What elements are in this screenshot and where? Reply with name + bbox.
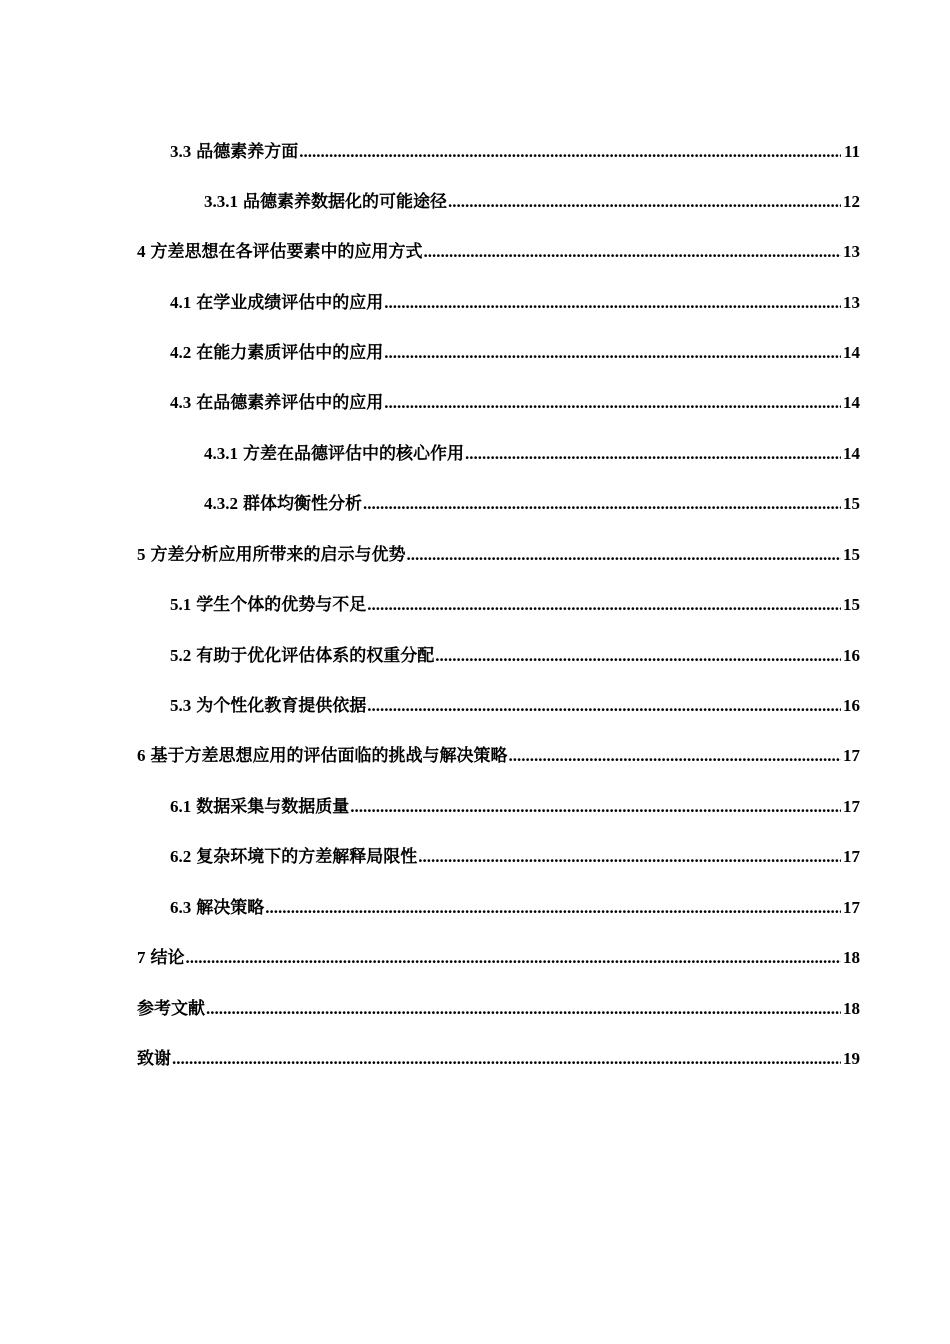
toc-entry-page: 16 <box>843 646 860 665</box>
toc-entry[interactable] <box>204 440 860 466</box>
toc-entry-page: 11 <box>843 142 860 161</box>
toc-dot-leader <box>407 543 842 567</box>
toc-entry-title: 学生个体的优势与不足 <box>196 595 367 614</box>
toc-dot-leader <box>172 1047 841 1071</box>
toc-entry[interactable] <box>137 541 860 567</box>
toc-entry-number: 4 <box>137 242 146 261</box>
toc-entry-page: 17 <box>843 797 860 816</box>
toc-entry-number: 5.1 <box>170 595 192 614</box>
toc-dot-leader <box>186 946 842 970</box>
toc-entry-number: 5.3 <box>170 696 192 715</box>
toc-entry-number: 4.2 <box>170 343 192 362</box>
toc-entry-page: 16 <box>843 696 860 715</box>
toc-entry-page: 15 <box>843 545 860 564</box>
toc-entry-title: 参考文献 <box>137 999 205 1018</box>
toc-entry-page: 17 <box>843 847 860 866</box>
toc-dot-leader <box>435 644 841 668</box>
toc-dot-leader <box>384 291 841 315</box>
toc-dot-leader <box>367 593 841 617</box>
toc-entry-number: 3.3 <box>170 142 192 161</box>
toc-entry-title: 群体均衡性分析 <box>243 494 362 513</box>
toc-entry-title: 方差思想在各评估要素中的应用方式 <box>150 242 423 261</box>
toc-entry[interactable] <box>137 1045 860 1071</box>
toc-entry-title: 品德素养方面 <box>196 142 299 161</box>
toc-entry-title: 为个性化教育提供依据 <box>196 696 367 715</box>
toc-entry-title: 方差在品德评估中的核心作用 <box>243 444 464 463</box>
toc-entry[interactable] <box>170 138 860 164</box>
toc-dot-leader <box>350 795 841 819</box>
toc-dot-leader <box>509 744 842 768</box>
toc-entry[interactable] <box>170 843 860 869</box>
toc-entry-title: 结论 <box>150 948 185 967</box>
toc-dot-leader <box>424 240 842 264</box>
toc-dot-leader <box>418 845 841 869</box>
toc-entry-page: 17 <box>843 898 860 917</box>
toc-entry-page: 18 <box>843 948 860 967</box>
toc-entry-page: 14 <box>843 343 860 362</box>
toc-entry[interactable] <box>170 389 860 415</box>
toc-entry-page: 14 <box>843 393 860 412</box>
toc-dot-leader <box>265 896 841 920</box>
toc-entry-title: 解决策略 <box>196 898 265 917</box>
toc-entry-number: 6.1 <box>170 797 192 816</box>
toc-entry-title: 致谢 <box>137 1049 171 1068</box>
toc-entry-number: 6.2 <box>170 847 192 866</box>
toc-entry[interactable] <box>170 591 860 617</box>
toc-entry-page: 15 <box>843 595 860 614</box>
toc-dot-leader <box>367 694 841 718</box>
toc-entry[interactable] <box>170 339 860 365</box>
toc-dot-leader <box>465 442 841 466</box>
toc-entry-number: 6.3 <box>170 898 192 917</box>
toc-dot-leader <box>363 492 841 516</box>
toc-entry-number: 4.3.2 <box>204 494 238 513</box>
toc-entry-page: 12 <box>843 192 860 211</box>
toc-entry[interactable] <box>137 238 860 264</box>
toc-entry[interactable] <box>170 793 860 819</box>
toc-entry-title: 方差分析应用所带来的启示与优势 <box>150 545 406 564</box>
toc-entry-page: 17 <box>843 746 860 765</box>
toc-dot-leader <box>384 391 841 415</box>
toc-entry[interactable] <box>170 692 860 718</box>
toc-entry[interactable] <box>137 944 860 970</box>
toc-dot-leader <box>206 997 841 1021</box>
toc-entry-title: 有助于优化评估体系的权重分配 <box>196 646 435 665</box>
toc-entry-title: 基于方差思想应用的评估面临的挑战与解决策略 <box>150 746 508 765</box>
toc-entry-number: 5.2 <box>170 646 192 665</box>
toc-entry-page: 13 <box>843 242 860 261</box>
toc-dot-leader <box>384 341 841 365</box>
toc-entry[interactable] <box>170 642 860 668</box>
toc-entry[interactable] <box>204 188 860 214</box>
toc-entry[interactable] <box>170 894 860 920</box>
toc-entry-number: 3.3.1 <box>204 192 238 211</box>
toc-entry-title: 在学业成绩评估中的应用 <box>196 293 384 312</box>
toc-entry-page: 14 <box>843 444 860 463</box>
toc-entry-page: 18 <box>843 999 860 1018</box>
toc-entry[interactable] <box>137 742 860 768</box>
toc-entry-title: 品德素养数据化的可能途径 <box>243 192 447 211</box>
toc-entry-page: 15 <box>843 494 860 513</box>
toc-dot-leader <box>448 190 841 214</box>
toc-entry-number: 5 <box>137 545 146 564</box>
toc-entry-number: 4.3.1 <box>204 444 238 463</box>
toc-entry-title: 在能力素质评估中的应用 <box>196 343 384 362</box>
toc-entry-number: 4.3 <box>170 393 192 412</box>
toc-entry-number: 4.1 <box>170 293 192 312</box>
toc-entry-number: 6 <box>137 746 146 765</box>
toc-entry-number: 7 <box>137 948 146 967</box>
toc-entry[interactable] <box>204 490 860 516</box>
toc-dot-leader <box>299 140 841 164</box>
toc-entry-page: 19 <box>843 1049 860 1068</box>
toc-entry-title: 数据采集与数据质量 <box>196 797 350 816</box>
toc-entry-title: 复杂环境下的方差解释局限性 <box>196 847 418 866</box>
toc-entry-page: 13 <box>843 293 860 312</box>
toc-entry-title: 在品德素养评估中的应用 <box>196 393 384 412</box>
toc-entry[interactable] <box>170 289 860 315</box>
toc-entry[interactable] <box>137 995 860 1021</box>
